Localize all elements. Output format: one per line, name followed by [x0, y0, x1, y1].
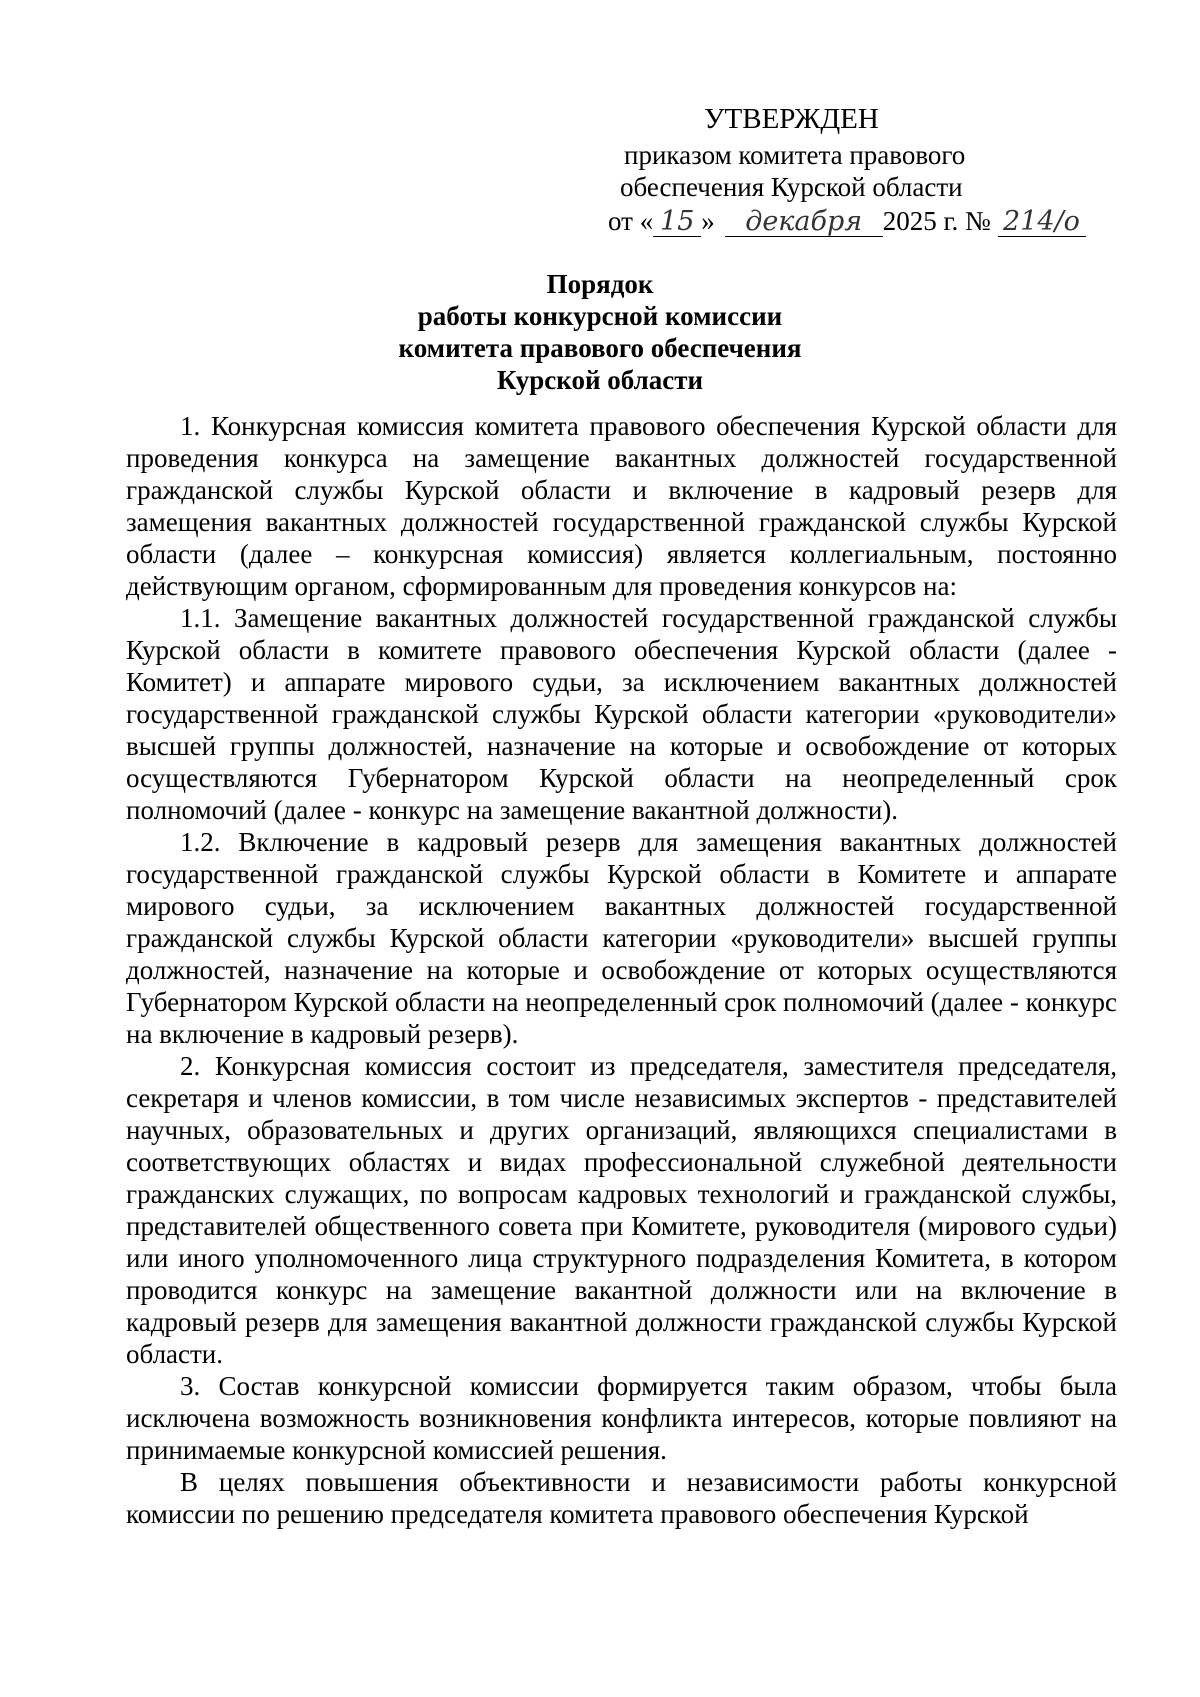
paragraph-3: 3. Состав конкурсной комиссии формируется таким образом, чтобы была исключена возможность возникновения конфликта интересов, которые повлияют на принимаемые конкурсной комиссией решения. [126, 1371, 1117, 1465]
handwritten-day: 15 [653, 208, 701, 237]
paragraph-3-continued: В целях повышения объективности и независимости работы конкурсной комиссии по решению председателя комитета правового обеспечения Курской [126, 1467, 1117, 1529]
title-line-1: Порядок [546, 269, 654, 299]
date-prefix: от « [608, 206, 654, 236]
handwritten-month: декабря [725, 208, 883, 237]
handwritten-order-number: 214/о [998, 208, 1086, 237]
approval-line-2: обеспечения Курской области [620, 172, 963, 202]
approval-date-line [608, 205, 1116, 237]
document-body [126, 410, 1117, 1530]
approval-line-1: приказом комитета правового [624, 140, 966, 170]
title-line-2: работы конкурсной комиссии [417, 301, 783, 331]
paragraph-1-1: 1.1. Замещение вакантных должностей государственной гражданской службы Курской области в комитете правового обеспечения Курской области (далее - Комитет) и аппарате мирового судьи, за исключением вакантных должностей государственной гражданской службы Курской области категории «руководители» высшей группы должностей, назначение на которые и освобождение от которых осуществляются Губернатором Курской области на неопределенный срок полномочий (далее - конкурс на замещение вакантной должности). [126, 603, 1117, 825]
paragraph-1: 1. Конкурсная комиссия комитета правового обеспечения Курской области для проведения конкурса на замещение вакантных должностей государственной гражданской службы Курской области и включение в кадровый резерв для замещения вакантных должностей государственной гражданской службы Курской области (далее – конкурсная комиссия) является коллегиальным, постоянно действующим органом, сформированным для проведения конкурсов на: [126, 411, 1117, 601]
document-title [300, 268, 900, 396]
approval-stamp [596, 100, 1116, 237]
paragraph-1-2: 1.2. Включение в кадровый резерв для замещения вакантных должностей государственной гражданской службы Курской области в Комитете и аппарате мирового судьи, за исключением вакантных должностей государственной гражданской службы Курской области категории «руководители» высшей группы должностей, назначение на которые и освобождение от которых осуществляются Губернатором Курской области на неопределенный срок полномочий (далее - конкурс на включение в кадровый резерв). [126, 827, 1117, 1049]
approval-heading: УТВЕРЖДЕН [704, 103, 879, 135]
title-line-4: Курской области [496, 365, 704, 395]
title-line-3: комитета правового обеспечения [398, 333, 802, 363]
date-mid: » [701, 206, 715, 236]
year-text: 2025 г. № [882, 206, 991, 236]
paragraph-2: 2. Конкурсная комиссия состоит из председателя, заместителя председателя, секретаря и членов комиссии, в том числе независимых экспертов - представителей научных, образовательных и других организаций, являющихся специалистами в соответствующих областях и видах профессиональной служебной деятельности гражданских служащих, по вопросам кадровых технологий и гражданской службы, представителей общественного совета при Комитете, руководителя (мирового судьи) или иного уполномоченного лица структурного подразделения Комитета, в котором проводится конкурс на замещение вакантной должности или на включение в кадровый резерв для замещения вакантной должности гражданской службы Курской области. [126, 1051, 1117, 1369]
